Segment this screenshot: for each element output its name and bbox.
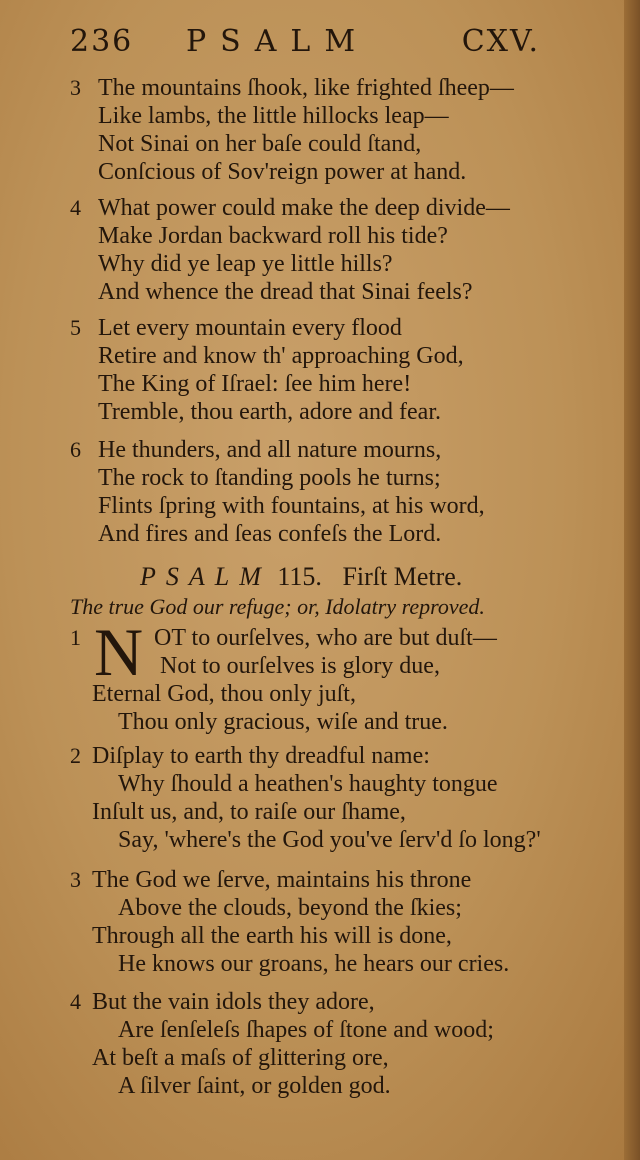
stanza-number: 3 (70, 867, 81, 892)
verse-line: The mountains ſhook, like frighted ſheep— (98, 75, 514, 101)
stanza-2 (0, 742, 640, 854)
verse-line: And fires and ſeas confeſs the Lord. (98, 521, 442, 547)
verse-line: Inſult us, and, to raiſe our ſhame, (92, 799, 406, 825)
running-title: PSALM (186, 24, 370, 59)
stanza-number: 3 (70, 75, 81, 100)
verse-line: Thou only gracious, wiſe and true. (118, 709, 448, 735)
verse-line: Conſcious of Sov'reign power at hand. (98, 159, 467, 185)
psalm-number: 115. (277, 562, 322, 591)
verse-line: Why did ye leap ye little hills? (98, 251, 393, 277)
verse-line: The King of Iſrael: ſee him here! (98, 371, 412, 397)
psalm-numeral: CXV. (461, 24, 540, 59)
verse-line: Eternal God, thou only juſt, (92, 681, 356, 707)
verse-line: The rock to ſtanding pools he turns; (98, 465, 441, 491)
verse-line: What power could make the deep divide— (98, 195, 510, 221)
verse-line: He knows our groans, he hears our cries. (118, 951, 510, 977)
stanza-3-top (0, 74, 640, 186)
stanza-4-bottom (0, 988, 640, 1100)
stanza-number: 4 (70, 195, 81, 220)
verse-line: A ſilver ſaint, or golden god. (118, 1073, 391, 1099)
verse-line: Not to ourſelves is glory due, (160, 653, 440, 679)
verse-line: OT to ourſelves, who are but duſt— (154, 625, 497, 651)
verse-line: Tremble, thou earth, adore and fear. (98, 399, 441, 425)
metre-label: Firſt Metre. (342, 562, 463, 591)
verse-line: And whence the dread that Sinai feels? (98, 279, 473, 305)
verse-line: Why ſhould a heathen's haughty tongue (118, 771, 498, 797)
stanza-6-top (0, 436, 640, 548)
verse-line: Like lambs, the little hillocks leap— (98, 103, 449, 129)
stanza-number: 5 (70, 315, 81, 340)
verse-line: But the vain idols they adore, (92, 989, 375, 1015)
stanza-number: 6 (70, 437, 81, 462)
verse-line: Through all the earth his will is done, (92, 923, 452, 949)
psalm-subtitle: The true God our refuge; or, Idolatry reproved. (70, 594, 485, 619)
verse-line: Retire and know th' approaching God, (98, 343, 464, 369)
verse-line: Not Sinai on her baſe could ſtand, (98, 131, 422, 157)
psalm-heading (140, 560, 560, 594)
verse-line: Are ſenſeleſs ſhapes of ſtone and wood; (118, 1017, 494, 1043)
page-number: 236 (70, 24, 134, 59)
verse-line: Make Jordan backward roll his tide? (98, 223, 448, 249)
stanza-5-top (0, 314, 640, 426)
verse-line: Let every mountain every flood (98, 315, 402, 341)
stanza-3-bottom (0, 866, 640, 978)
stanza-number: 4 (70, 989, 81, 1014)
verse-line: Flints ſpring with fountains, at his word, (98, 493, 485, 519)
running-header (70, 20, 540, 64)
verse-line: At beſt a maſs of glittering ore, (92, 1045, 389, 1071)
verse-line: Diſplay to earth thy dreadful name: (92, 743, 430, 769)
psalm-label: PSALM (140, 562, 271, 591)
verse-line: Above the clouds, beyond the ſkies; (118, 895, 462, 921)
verse-line: The God we ſerve, maintains his throne (92, 867, 472, 893)
verse-line: Say, 'where's the God you've ſerv'd ſo long?' (118, 827, 541, 853)
stanza-number: 1 (70, 625, 81, 650)
drop-cap: N (94, 614, 144, 690)
verse-line: He thunders, and all nature mourns, (98, 437, 442, 463)
stanza-number: 2 (70, 743, 81, 768)
stanza-4-top (0, 194, 640, 306)
